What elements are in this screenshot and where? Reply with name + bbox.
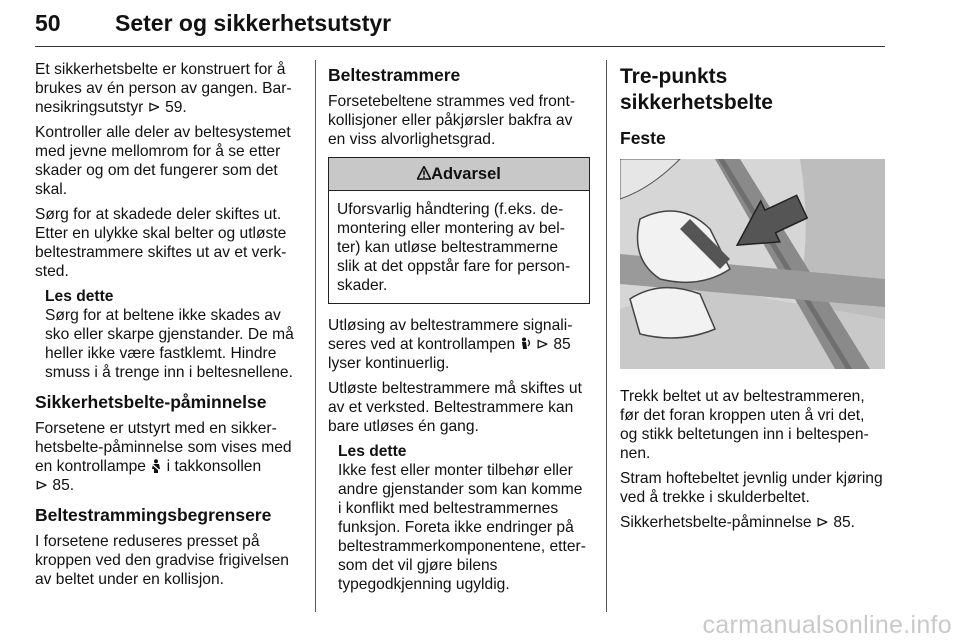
note-text: Sørg for at beltene ikke skades av sko eller skarpe gjenstander. De må heller ikke være fastklemt. Hindre smuss i å trenge inn i beltesnellene.	[45, 307, 294, 381]
watermark: carmanualsonline.info	[702, 611, 952, 639]
warning-header: Advarsel	[329, 158, 589, 191]
section-heading: Beltestrammingsbegrensere	[35, 505, 272, 525]
paragraph: Utløsing av beltestrammere signaliseres ved at kontrollampen ⊳ 85 lyser kontinuerlig.	[328, 317, 573, 372]
subsection-heading: Feste	[620, 128, 666, 148]
column-divider	[315, 60, 316, 612]
reference-arrow-icon: ⊳	[147, 99, 161, 116]
paragraph: Kontroller alle deler av beltesystemet med jevne mellomrom for å se etter skader og om det fungerer som det skal.	[35, 124, 291, 198]
paragraph: Utløste beltestrammere må skiftes ut av et verksted. Beltestrammere kan bare utløses én gang.	[328, 380, 582, 435]
warning-text: Uforsvarlig håndtering (f.eks. demontering eller montering av belter) kan utløse beltestrammerne slik at det oppstår fare for personskader.	[337, 201, 571, 294]
page-header	[35, 8, 885, 48]
pretensioner-lamp-icon	[520, 337, 532, 351]
seatbelt-lamp-icon	[150, 459, 162, 473]
section-heading: Tre-punkts sikkerhetsbelte	[620, 65, 773, 114]
column-2	[328, 60, 590, 602]
paragraph: Forsetebeltene strammes ved frontkollisjoner eller påkjørsler bakfra av en viss alvorlighetsgrad.	[328, 93, 576, 148]
seatbelt-illustration-svg	[620, 159, 885, 369]
paragraph: Sikkerhetsbelte-påminnelse ⊳ 85.	[620, 514, 855, 531]
note-text: Ikke fest eller monter tilbehør eller andre gjenstander som kan komme i konflikt med beltestrammernes funksjon. Foreta ikke endringer på beltestrammerkomponentene, ettersom det vil gjøre bilens typegodkjenning ugyldig.	[338, 462, 586, 593]
note-title: Les dette	[45, 288, 114, 305]
column-3	[620, 60, 885, 538]
seatbelt-illustration	[620, 159, 885, 369]
chapter-title: Seter og sikkerhetsutstyr	[115, 10, 392, 36]
header-rule	[35, 46, 885, 47]
reference-arrow-icon: ⊳	[815, 514, 829, 531]
warning-triangle-icon	[417, 166, 431, 180]
column-1	[35, 60, 297, 595]
reference-arrow-icon: ⊳	[35, 477, 49, 494]
note	[328, 442, 590, 594]
column-divider	[606, 60, 607, 612]
warning-box	[328, 157, 590, 304]
paragraph: I forsetene reduseres presset på kroppen ved den gradvise frigivelsen av beltet under en kollisjon.	[35, 533, 289, 588]
section-heading: Beltestrammere	[328, 65, 461, 85]
section-heading: Sikkerhetsbelte-påminnelse	[35, 392, 267, 412]
reference-arrow-icon: ⊳	[535, 336, 549, 353]
note	[35, 287, 297, 382]
paragraph: Et sikkerhetsbelte er konstruert for å brukes av én person av gangen. Barnesikringsutstyr ⊳ 59.	[35, 61, 292, 116]
paragraph: Forsetene er utstyrt med en sikkerhetsbelte-påminnelse som vises med en kontrollampe i takkonsollen ⊳ 85.	[35, 420, 292, 494]
paragraph: Trekk beltet ut av beltestrammeren, før det foran kroppen uten å vri det, og stikk beltetungen inn i beltespennen.	[620, 388, 869, 462]
paragraph: Sørg for at skadede deler skiftes ut. Etter en ulykke skal belter og utløste beltestrammere skiftes ut av et verksted.	[35, 206, 287, 280]
note-title: Les dette	[338, 443, 407, 460]
page-number: 50	[35, 10, 61, 36]
paragraph: Stram hoftebeltet jevnlig under kjøring ved å trekke i skulderbeltet.	[620, 470, 883, 506]
